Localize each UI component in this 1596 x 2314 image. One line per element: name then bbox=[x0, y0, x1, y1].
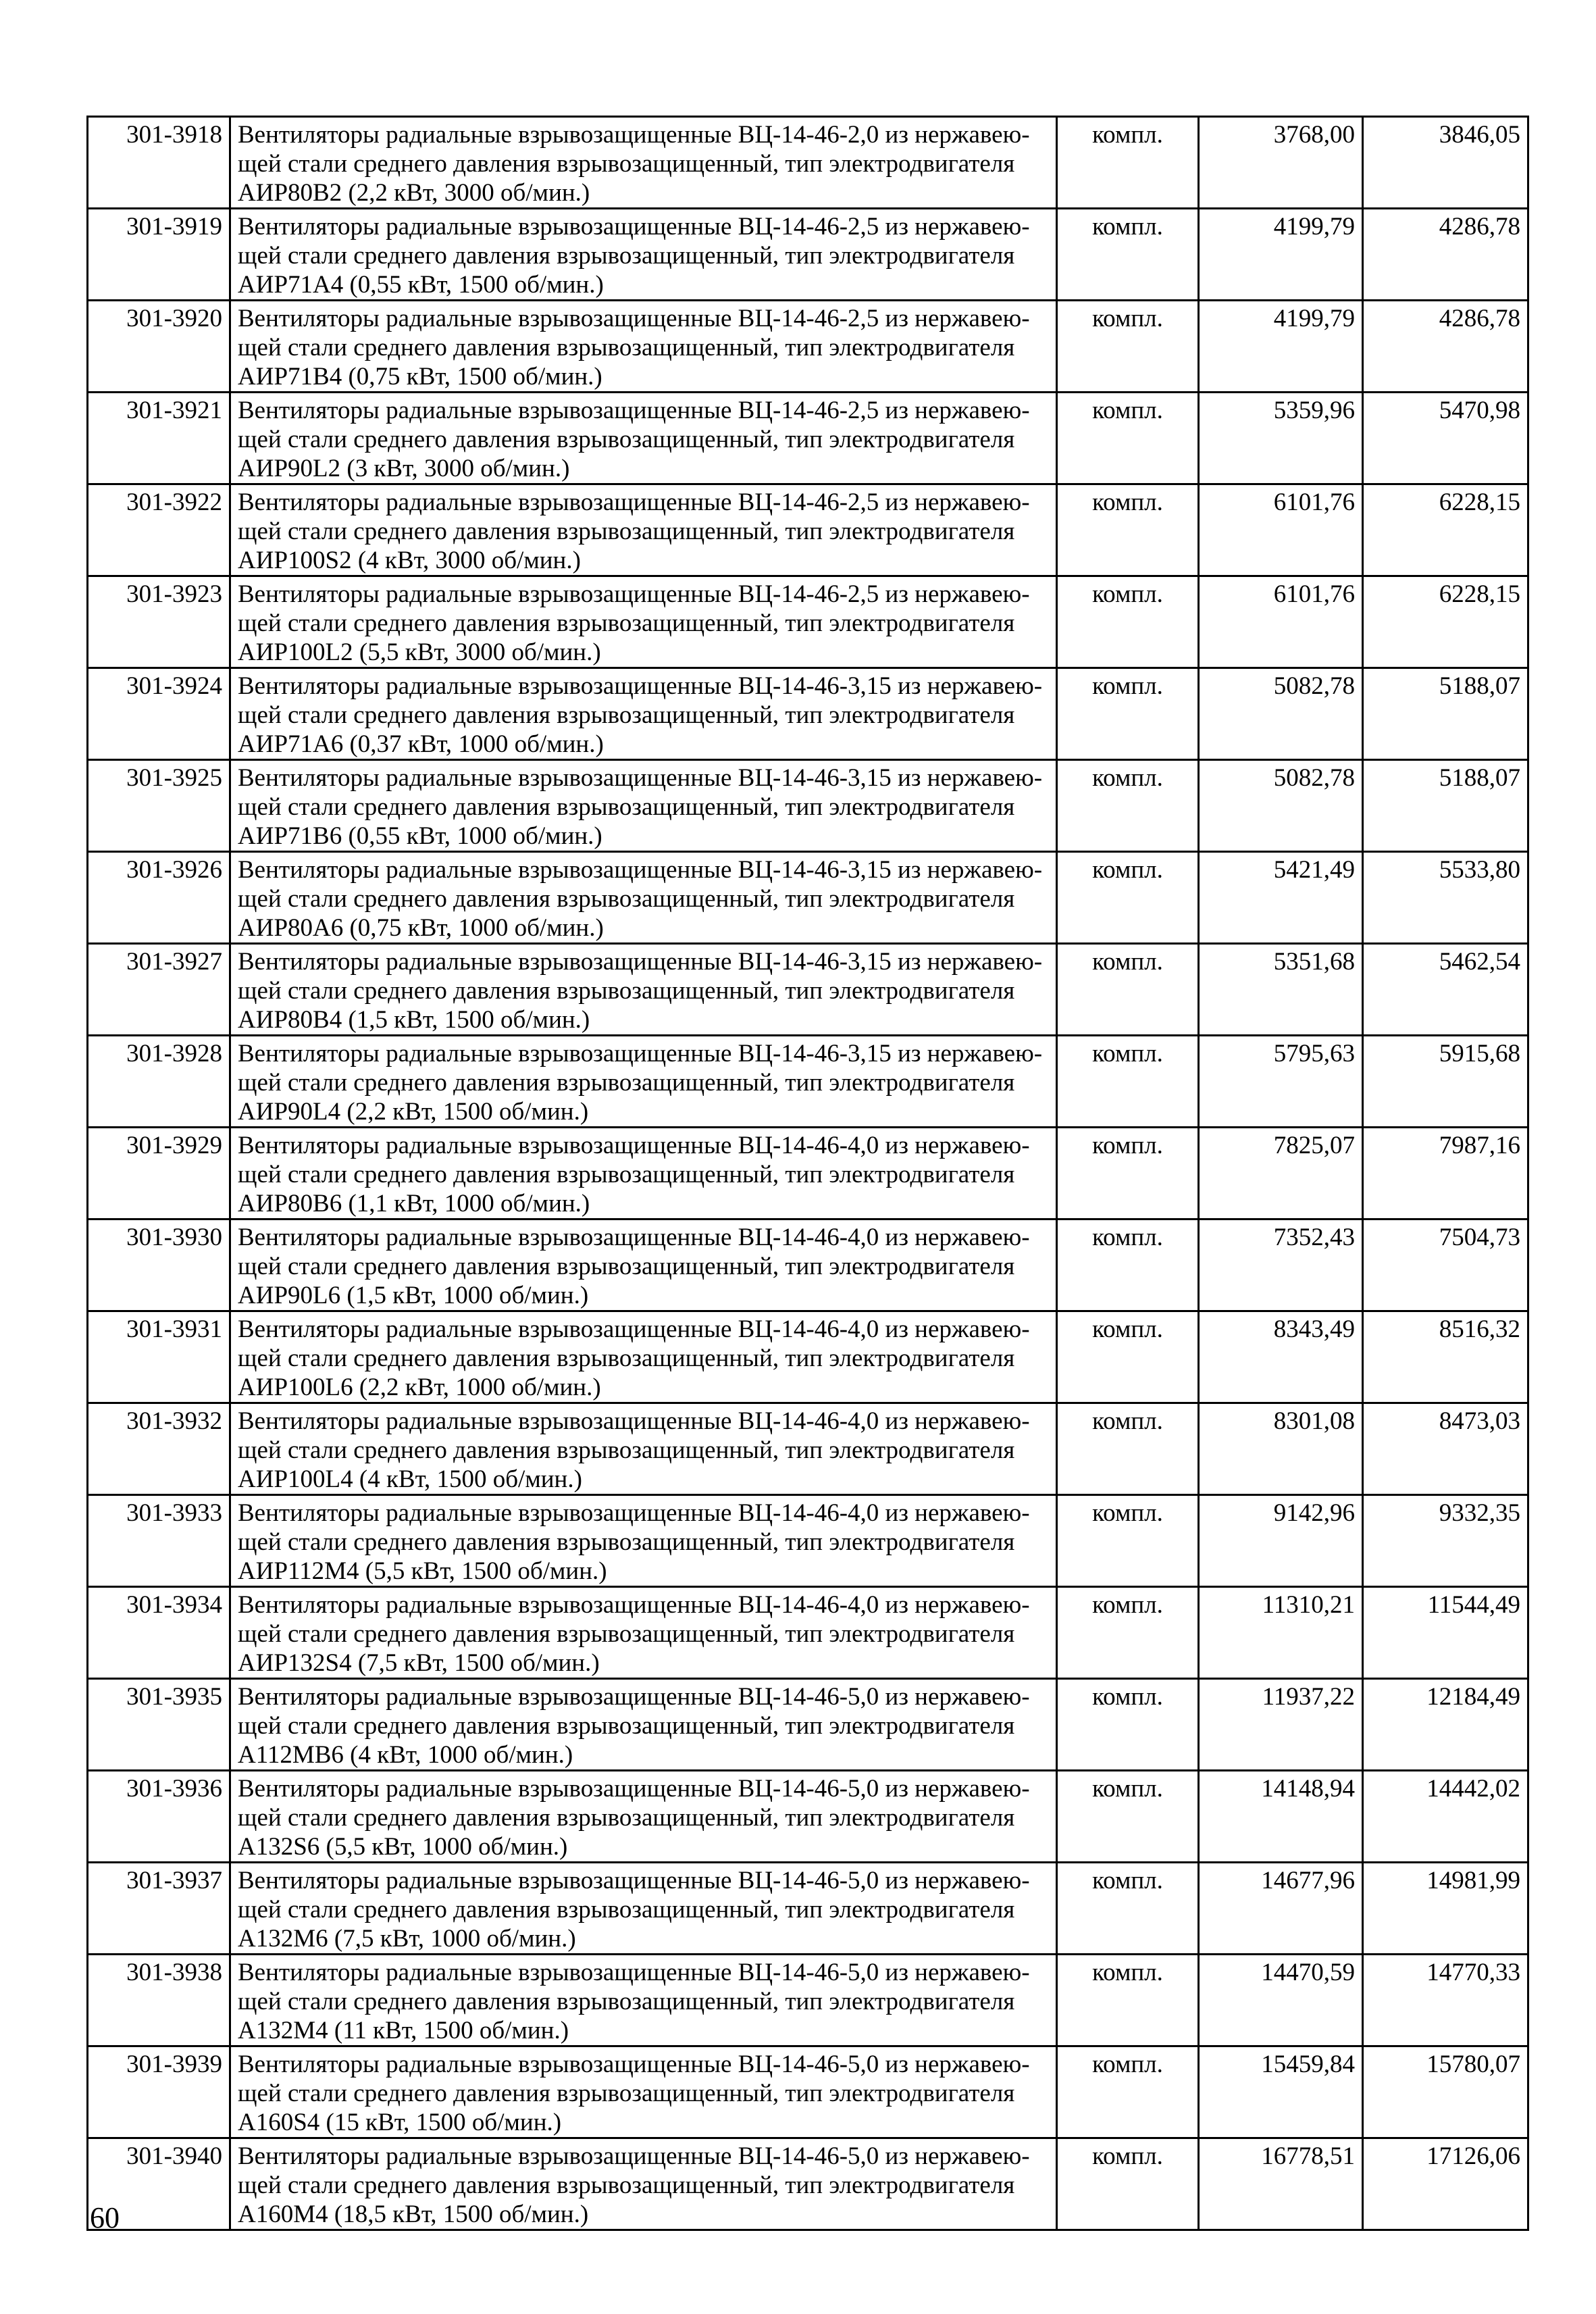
item-unit: компл. bbox=[1057, 576, 1199, 668]
item-price: 16778,51 bbox=[1199, 2138, 1363, 2230]
table-row bbox=[88, 1495, 1528, 1587]
item-unit: компл. bbox=[1057, 668, 1199, 760]
item-price: 5359,96 bbox=[1199, 393, 1363, 484]
item-description bbox=[230, 2046, 1057, 2138]
description-line: Вентиляторы радиальные взрывозащищенные ВЦ-14-46-2,0 из нержавею- bbox=[238, 121, 1030, 149]
page-number: 60 bbox=[90, 2201, 120, 2234]
item-description bbox=[230, 1036, 1057, 1128]
description-line: Вентиляторы радиальные взрывозащищенные ВЦ-14-46-2,5 из нержавею- bbox=[238, 488, 1030, 516]
item-price-total: 12184,49 bbox=[1363, 1679, 1528, 1771]
item-code: 301-3927 bbox=[88, 944, 230, 1036]
description-line: щей стали среднего давления взрывозащищенный, тип электродвигателя bbox=[238, 1436, 1015, 1464]
description-line: Вентиляторы радиальные взрывозащищенные ВЦ-14-46-2,5 из нержавею- bbox=[238, 580, 1030, 608]
item-description bbox=[230, 1128, 1057, 1219]
description-line: АИР100L4 (4 кВт, 1500 об/мин.) bbox=[238, 1465, 582, 1493]
table-row bbox=[88, 1311, 1528, 1403]
description-line: АИР100L2 (5,5 кВт, 3000 об/мин.) bbox=[238, 638, 601, 666]
item-code: 301-3926 bbox=[88, 852, 230, 944]
item-unit: компл. bbox=[1057, 1311, 1199, 1403]
item-code: 301-3923 bbox=[88, 576, 230, 668]
description-line: АИР90L4 (2,2 кВт, 1500 об/мин.) bbox=[238, 1098, 589, 1126]
description-line: А160М4 (18,5 кВт, 1500 об/мин.) bbox=[238, 2200, 589, 2228]
item-unit: компл. bbox=[1057, 301, 1199, 393]
item-price-total: 7504,73 bbox=[1363, 1219, 1528, 1311]
item-price: 5351,68 bbox=[1199, 944, 1363, 1036]
item-code: 301-3924 bbox=[88, 668, 230, 760]
description-line: щей стали среднего давления взрывозащищенный, тип электродвигателя bbox=[238, 150, 1015, 178]
item-price-total: 5188,07 bbox=[1363, 668, 1528, 760]
description-line: АИР80В6 (1,1 кВт, 1000 об/мин.) bbox=[238, 1190, 590, 1217]
item-description bbox=[230, 668, 1057, 760]
item-price: 5795,63 bbox=[1199, 1036, 1363, 1128]
description-line: Вентиляторы радиальные взрывозащищенные ВЦ-14-46-3,15 из нержавею- bbox=[238, 672, 1043, 700]
item-unit: компл. bbox=[1057, 1863, 1199, 1955]
item-code: 301-3922 bbox=[88, 484, 230, 576]
item-unit: компл. bbox=[1057, 2046, 1199, 2138]
description-line: Вентиляторы радиальные взрывозащищенные ВЦ-14-46-3,15 из нержавею- bbox=[238, 948, 1043, 976]
item-price-total: 15780,07 bbox=[1363, 2046, 1528, 2138]
description-line: А132М6 (7,5 кВт, 1000 об/мин.) bbox=[238, 1925, 576, 1953]
description-line: Вентиляторы радиальные взрывозащищенные ВЦ-14-46-5,0 из нержавею- bbox=[238, 1867, 1030, 1894]
item-price: 6101,76 bbox=[1199, 484, 1363, 576]
description-line: АИР90L6 (1,5 кВт, 1000 об/мин.) bbox=[238, 1282, 589, 1309]
item-unit: компл. bbox=[1057, 1128, 1199, 1219]
table-row bbox=[88, 1771, 1528, 1863]
item-code: 301-3920 bbox=[88, 301, 230, 393]
item-price-total: 4286,78 bbox=[1363, 209, 1528, 301]
item-unit: компл. bbox=[1057, 1495, 1199, 1587]
description-line: щей стали среднего давления взрывозащищенный, тип электродвигателя bbox=[238, 426, 1015, 453]
item-price: 11310,21 bbox=[1199, 1587, 1363, 1679]
description-line: Вентиляторы радиальные взрывозащищенные ВЦ-14-46-5,0 из нержавею- bbox=[238, 1775, 1030, 1803]
item-code: 301-3928 bbox=[88, 1036, 230, 1128]
item-code: 301-3933 bbox=[88, 1495, 230, 1587]
table-row bbox=[88, 1036, 1528, 1128]
description-line: Вентиляторы радиальные взрывозащищенные ВЦ-14-46-2,5 из нержавею- bbox=[238, 397, 1030, 424]
item-price: 7825,07 bbox=[1199, 1128, 1363, 1219]
item-price: 3768,00 bbox=[1199, 117, 1363, 209]
description-line: щей стали среднего давления взрывозащищенный, тип электродвигателя bbox=[238, 2171, 1015, 2199]
item-unit: компл. bbox=[1057, 1219, 1199, 1311]
item-price-total: 17126,06 bbox=[1363, 2138, 1528, 2230]
item-price: 14470,59 bbox=[1199, 1955, 1363, 2046]
description-line: Вентиляторы радиальные взрывозащищенные ВЦ-14-46-4,0 из нержавею- bbox=[238, 1499, 1030, 1527]
item-code: 301-3918 bbox=[88, 117, 230, 209]
item-description bbox=[230, 1219, 1057, 1311]
description-line: Вентиляторы радиальные взрывозащищенные ВЦ-14-46-3,15 из нержавею- bbox=[238, 856, 1043, 884]
description-line: Вентиляторы радиальные взрывозащищенные ВЦ-14-46-4,0 из нержавею- bbox=[238, 1591, 1030, 1619]
table-row bbox=[88, 117, 1528, 209]
item-price: 4199,79 bbox=[1199, 209, 1363, 301]
description-line: щей стали среднего давления взрывозащищенный, тип электродвигателя bbox=[238, 1988, 1015, 2015]
item-code: 301-3925 bbox=[88, 760, 230, 852]
item-price-total: 5470,98 bbox=[1363, 393, 1528, 484]
description-line: Вентиляторы радиальные взрывозащищенные ВЦ-14-46-4,0 из нержавею- bbox=[238, 1407, 1030, 1435]
item-code: 301-3921 bbox=[88, 393, 230, 484]
item-code: 301-3937 bbox=[88, 1863, 230, 1955]
description-line: Вентиляторы радиальные взрывозащищенные ВЦ-14-46-4,0 из нержавею- bbox=[238, 1315, 1030, 1343]
item-price-total: 5915,68 bbox=[1363, 1036, 1528, 1128]
description-line: Вентиляторы радиальные взрывозащищенные ВЦ-14-46-5,0 из нержавею- bbox=[238, 2142, 1030, 2170]
item-description bbox=[230, 117, 1057, 209]
table-row bbox=[88, 1679, 1528, 1771]
description-line: АИР71А6 (0,37 кВт, 1000 об/мин.) bbox=[238, 730, 604, 758]
item-unit: компл. bbox=[1057, 117, 1199, 209]
description-line: щей стали среднего давления взрывозащищенный, тип электродвигателя bbox=[238, 1804, 1015, 1832]
description-line: щей стали среднего давления взрывозащищенный, тип электродвигателя bbox=[238, 2080, 1015, 2107]
description-line: щей стали среднего давления взрывозащищенный, тип электродвигателя bbox=[238, 1161, 1015, 1188]
item-description bbox=[230, 209, 1057, 301]
description-line: щей стали среднего давления взрывозащищенный, тип электродвигателя bbox=[238, 885, 1015, 913]
table-row bbox=[88, 1219, 1528, 1311]
description-line: АИР71В6 (0,55 кВт, 1000 об/мин.) bbox=[238, 822, 602, 850]
item-description bbox=[230, 1863, 1057, 1955]
item-description bbox=[230, 484, 1057, 576]
description-line: АИР80В2 (2,2 кВт, 3000 об/мин.) bbox=[238, 179, 590, 207]
item-code: 301-3930 bbox=[88, 1219, 230, 1311]
item-code: 301-3932 bbox=[88, 1403, 230, 1495]
item-description bbox=[230, 1403, 1057, 1495]
table-row bbox=[88, 760, 1528, 852]
item-unit: компл. bbox=[1057, 944, 1199, 1036]
item-price-total: 5533,80 bbox=[1363, 852, 1528, 944]
item-price: 5421,49 bbox=[1199, 852, 1363, 944]
item-code: 301-3931 bbox=[88, 1311, 230, 1403]
description-line: щей стали среднего давления взрывозащищенный, тип электродвигателя bbox=[238, 518, 1015, 545]
item-description bbox=[230, 1679, 1057, 1771]
item-description bbox=[230, 2138, 1057, 2230]
description-line: щей стали среднего давления взрывозащищенный, тип электродвигателя bbox=[238, 609, 1015, 637]
item-price-total: 9332,35 bbox=[1363, 1495, 1528, 1587]
description-line: АИР80В4 (1,5 кВт, 1500 об/мин.) bbox=[238, 1006, 590, 1034]
table-row bbox=[88, 1403, 1528, 1495]
item-description bbox=[230, 1587, 1057, 1679]
description-line: АИР71В4 (0,75 кВт, 1500 об/мин.) bbox=[238, 363, 602, 391]
table-row bbox=[88, 484, 1528, 576]
item-unit: компл. bbox=[1057, 393, 1199, 484]
description-line: АИР71А4 (0,55 кВт, 1500 об/мин.) bbox=[238, 271, 604, 299]
item-price-total: 8516,32 bbox=[1363, 1311, 1528, 1403]
item-price: 14148,94 bbox=[1199, 1771, 1363, 1863]
item-price-total: 4286,78 bbox=[1363, 301, 1528, 393]
item-price: 6101,76 bbox=[1199, 576, 1363, 668]
description-line: щей стали среднего давления взрывозащищенный, тип электродвигателя bbox=[238, 1712, 1015, 1740]
table-row bbox=[88, 1863, 1528, 1955]
description-line: Вентиляторы радиальные взрывозащищенные ВЦ-14-46-2,5 из нержавею- bbox=[238, 213, 1030, 241]
description-line: щей стали среднего давления взрывозащищенный, тип электродвигателя bbox=[238, 701, 1015, 729]
item-price: 4199,79 bbox=[1199, 301, 1363, 393]
item-description bbox=[230, 393, 1057, 484]
table-row bbox=[88, 2046, 1528, 2138]
item-unit: компл. bbox=[1057, 484, 1199, 576]
description-line: щей стали среднего давления взрывозащищенный, тип электродвигателя bbox=[238, 1253, 1015, 1280]
description-line: Вентиляторы радиальные взрывозащищенные ВЦ-14-46-4,0 из нержавею- bbox=[238, 1132, 1030, 1159]
item-code: 301-3935 bbox=[88, 1679, 230, 1771]
item-price-total: 6228,15 bbox=[1363, 484, 1528, 576]
table-row bbox=[88, 209, 1528, 301]
description-line: А160S4 (15 кВт, 1500 об/мин.) bbox=[238, 2109, 562, 2136]
description-line: АИР100S2 (4 кВт, 3000 об/мин.) bbox=[238, 547, 581, 574]
item-price-total: 5188,07 bbox=[1363, 760, 1528, 852]
item-unit: компл. bbox=[1057, 1955, 1199, 2046]
description-line: щей стали среднего давления взрывозащищенный, тип электродвигателя bbox=[238, 1069, 1015, 1097]
item-price-total: 7987,16 bbox=[1363, 1128, 1528, 1219]
item-price-total: 14442,02 bbox=[1363, 1771, 1528, 1863]
item-description bbox=[230, 1771, 1057, 1863]
item-description bbox=[230, 1311, 1057, 1403]
item-price: 11937,22 bbox=[1199, 1679, 1363, 1771]
item-description bbox=[230, 1495, 1057, 1587]
table-row bbox=[88, 393, 1528, 484]
description-line: Вентиляторы радиальные взрывозащищенные ВЦ-14-46-5,0 из нержавею- bbox=[238, 1683, 1030, 1711]
description-line: АИР100L6 (2,2 кВт, 1000 об/мин.) bbox=[238, 1374, 601, 1401]
item-price: 5082,78 bbox=[1199, 760, 1363, 852]
item-price-total: 11544,49 bbox=[1363, 1587, 1528, 1679]
description-line: АИР132S4 (7,5 кВт, 1500 об/мин.) bbox=[238, 1649, 600, 1677]
item-code: 301-3929 bbox=[88, 1128, 230, 1219]
item-price: 14677,96 bbox=[1199, 1863, 1363, 1955]
table-row bbox=[88, 1587, 1528, 1679]
item-description bbox=[230, 301, 1057, 393]
item-price: 8301,08 bbox=[1199, 1403, 1363, 1495]
price-table bbox=[86, 116, 1529, 2231]
item-unit: компл. bbox=[1057, 852, 1199, 944]
description-line: АИР90L2 (3 кВт, 3000 об/мин.) bbox=[238, 455, 570, 482]
item-price-total: 5462,54 bbox=[1363, 944, 1528, 1036]
description-line: Вентиляторы радиальные взрывозащищенные ВЦ-14-46-2,5 из нержавею- bbox=[238, 305, 1030, 332]
description-line: Вентиляторы радиальные взрывозащищенные ВЦ-14-46-4,0 из нержавею- bbox=[238, 1224, 1030, 1251]
item-price-total: 6228,15 bbox=[1363, 576, 1528, 668]
description-line: щей стали среднего давления взрывозащищенный, тип электродвигателя bbox=[238, 793, 1015, 821]
item-unit: компл. bbox=[1057, 1771, 1199, 1863]
item-price: 9142,96 bbox=[1199, 1495, 1363, 1587]
description-line: А132М4 (11 кВт, 1500 об/мин.) bbox=[238, 2017, 569, 2044]
item-code: 301-3938 bbox=[88, 1955, 230, 2046]
item-unit: компл. bbox=[1057, 2138, 1199, 2230]
item-unit: компл. bbox=[1057, 760, 1199, 852]
item-price-total: 14770,33 bbox=[1363, 1955, 1528, 2046]
item-unit: компл. bbox=[1057, 1587, 1199, 1679]
item-unit: компл. bbox=[1057, 1403, 1199, 1495]
item-code: 301-3940 bbox=[88, 2138, 230, 2230]
item-price-total: 3846,05 bbox=[1363, 117, 1528, 209]
item-description bbox=[230, 852, 1057, 944]
item-description bbox=[230, 944, 1057, 1036]
table-row bbox=[88, 668, 1528, 760]
description-line: щей стали среднего давления взрывозащищенный, тип электродвигателя bbox=[238, 1528, 1015, 1556]
item-price-total: 8473,03 bbox=[1363, 1403, 1528, 1495]
description-line: Вентиляторы радиальные взрывозащищенные ВЦ-14-46-5,0 из нержавею- bbox=[238, 2051, 1030, 2078]
item-unit: компл. bbox=[1057, 1679, 1199, 1771]
description-line: щей стали среднего давления взрывозащищенный, тип электродвигателя bbox=[238, 334, 1015, 361]
table-row bbox=[88, 1955, 1528, 2046]
description-line: А132S6 (5,5 кВт, 1000 об/мин.) bbox=[238, 1833, 568, 1861]
item-price: 7352,43 bbox=[1199, 1219, 1363, 1311]
description-line: щей стали среднего давления взрывозащищенный, тип электродвигателя bbox=[238, 1896, 1015, 1923]
description-line: А112МВ6 (4 кВт, 1000 об/мин.) bbox=[238, 1741, 573, 1769]
item-unit: компл. bbox=[1057, 209, 1199, 301]
description-line: Вентиляторы радиальные взрывозащищенные ВЦ-14-46-5,0 из нержавею- bbox=[238, 1959, 1030, 1986]
description-line: щей стали среднего давления взрывозащищенный, тип электродвигателя bbox=[238, 1620, 1015, 1648]
table-row bbox=[88, 852, 1528, 944]
item-description bbox=[230, 576, 1057, 668]
item-description bbox=[230, 760, 1057, 852]
item-code: 301-3939 bbox=[88, 2046, 230, 2138]
item-code: 301-3934 bbox=[88, 1587, 230, 1679]
item-price: 5082,78 bbox=[1199, 668, 1363, 760]
item-price: 15459,84 bbox=[1199, 2046, 1363, 2138]
item-price: 8343,49 bbox=[1199, 1311, 1363, 1403]
table-row bbox=[88, 301, 1528, 393]
table-row bbox=[88, 944, 1528, 1036]
item-code: 301-3936 bbox=[88, 1771, 230, 1863]
description-line: щей стали среднего давления взрывозащищенный, тип электродвигателя bbox=[238, 242, 1015, 270]
description-line: Вентиляторы радиальные взрывозащищенные ВЦ-14-46-3,15 из нержавею- bbox=[238, 1040, 1043, 1067]
item-unit: компл. bbox=[1057, 1036, 1199, 1128]
item-price-total: 14981,99 bbox=[1363, 1863, 1528, 1955]
description-line: щей стали среднего давления взрывозащищенный, тип электродвигателя bbox=[238, 977, 1015, 1005]
item-description bbox=[230, 1955, 1057, 2046]
description-line: АИР112М4 (5,5 кВт, 1500 об/мин.) bbox=[238, 1557, 607, 1585]
item-code: 301-3919 bbox=[88, 209, 230, 301]
table-row bbox=[88, 576, 1528, 668]
table-row bbox=[88, 2138, 1528, 2230]
price-table-body bbox=[88, 117, 1528, 2230]
description-line: АИР80А6 (0,75 кВт, 1000 об/мин.) bbox=[238, 914, 604, 942]
description-line: щей стали среднего давления взрывозащищенный, тип электродвигателя bbox=[238, 1344, 1015, 1372]
description-line: Вентиляторы радиальные взрывозащищенные ВЦ-14-46-3,15 из нержавею- bbox=[238, 764, 1043, 792]
table-row bbox=[88, 1128, 1528, 1219]
